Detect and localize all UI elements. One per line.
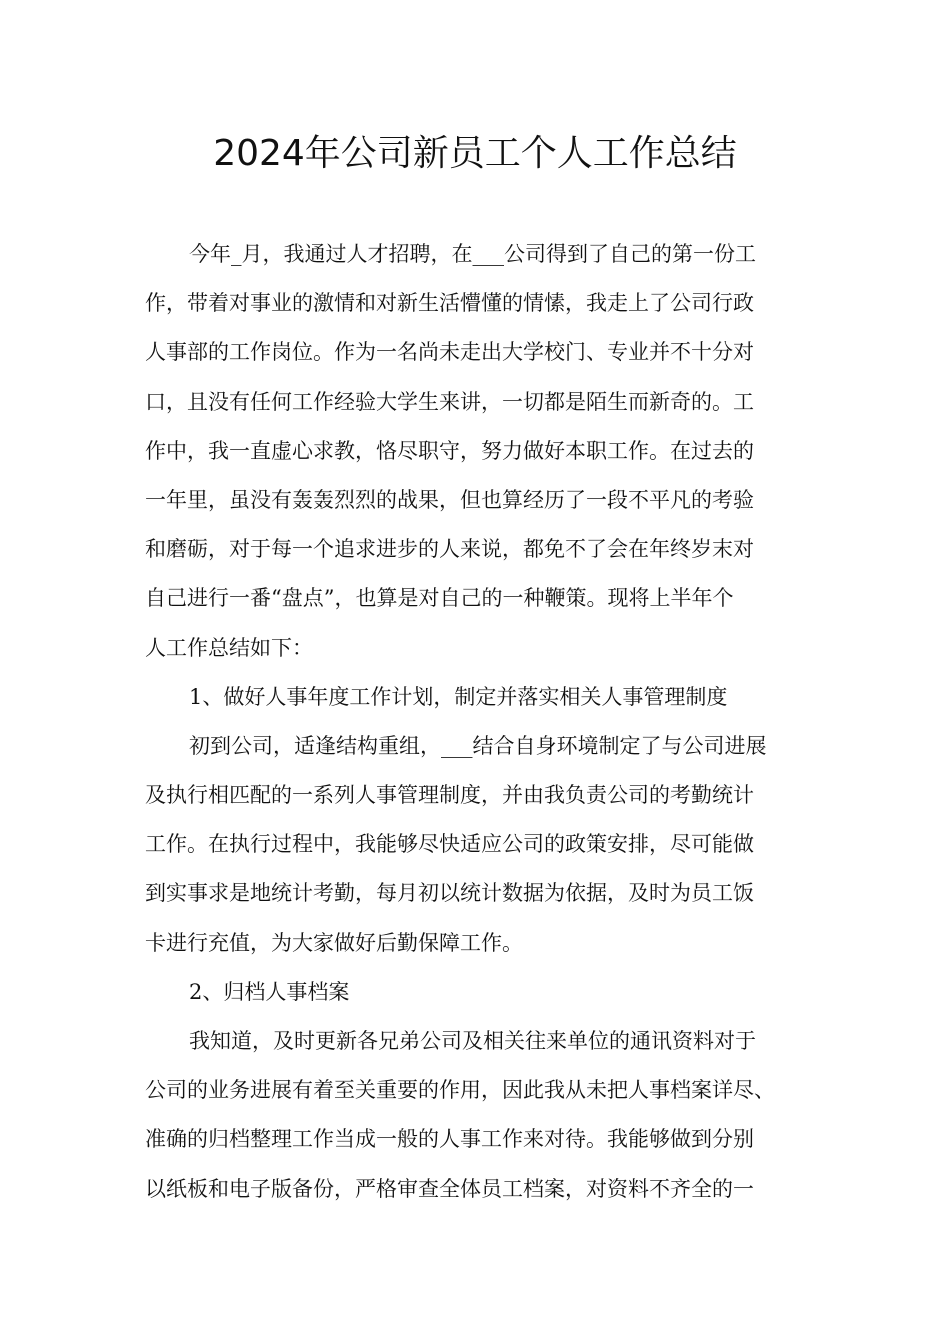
paragraph-line: 卡进行充值，为大家做好后勤保障工作。: [145, 930, 523, 955]
section-heading: 2、归档人事档案: [189, 979, 350, 1004]
document-body: [145, 230, 825, 1214]
paragraph-line: 我知道，及时更新各兄弟公司及相关往来单位的通讯资料对于: [189, 1029, 756, 1053]
paragraph-line: 自己进行一番“盘点”，也算是对自己的一种鞭策。现将上半年个: [145, 586, 734, 611]
section-heading: 1、做好人事年度工作计划，制定并落实相关人事管理制度: [189, 684, 728, 709]
paragraph-line: 人工作总结如下：: [145, 635, 313, 660]
paragraph-line: 口，且没有任何工作经验大学生来讲，一切都是陌生而新奇的。工: [145, 389, 754, 414]
paragraph-line: 初到公司，适逢结构重组，___结合自身环境制定了与公司进展: [189, 733, 767, 758]
paragraph-line: 作中，我一直虚心求教，恪尽职守，努力做好本职工作。在过去的: [145, 438, 754, 463]
paragraph-line: 和磨砺，对于每一个追求进步的人来说，都免不了会在年终岁末对: [145, 537, 754, 562]
document-title: 2024年公司新员工个人工作总结: [213, 133, 737, 174]
paragraph-line: 今年_月，我通过人才招聘，在___公司得到了自己的第一份工: [189, 242, 756, 266]
paragraph-line: 一年里，虽没有轰轰烈烈的战果，但也算经历了一段不平凡的考验: [145, 487, 754, 512]
paragraph-line: 以纸板和电子版备份，严格审查全体员工档案，对资料不齐全的一: [145, 1176, 754, 1201]
paragraph-line: 公司的业务进展有着至关重要的作用，因此我从未把人事档案详尽、: [145, 1078, 775, 1103]
paragraph-line: 准确的归档整理工作当成一般的人事工作来对待。我能够做到分别: [145, 1127, 754, 1152]
paragraph-line: 到实事求是地统计考勤，每月初以统计数据为依据，及时为员工饭: [145, 881, 754, 906]
paragraph-line: 人事部的工作岗位。作为一名尚未走出大学校门、专业并不十分对: [145, 340, 754, 365]
paragraph-line: 及执行相匹配的一系列人事管理制度，并由我负责公司的考勤统计: [145, 783, 754, 808]
paragraph-line: 作，带着对事业的激情和对新生活懵懂的情愫，我走上了公司行政: [145, 291, 754, 316]
paragraph-line: 工作。在执行过程中，我能够尽快适应公司的政策安排，尽可能做: [145, 832, 754, 857]
